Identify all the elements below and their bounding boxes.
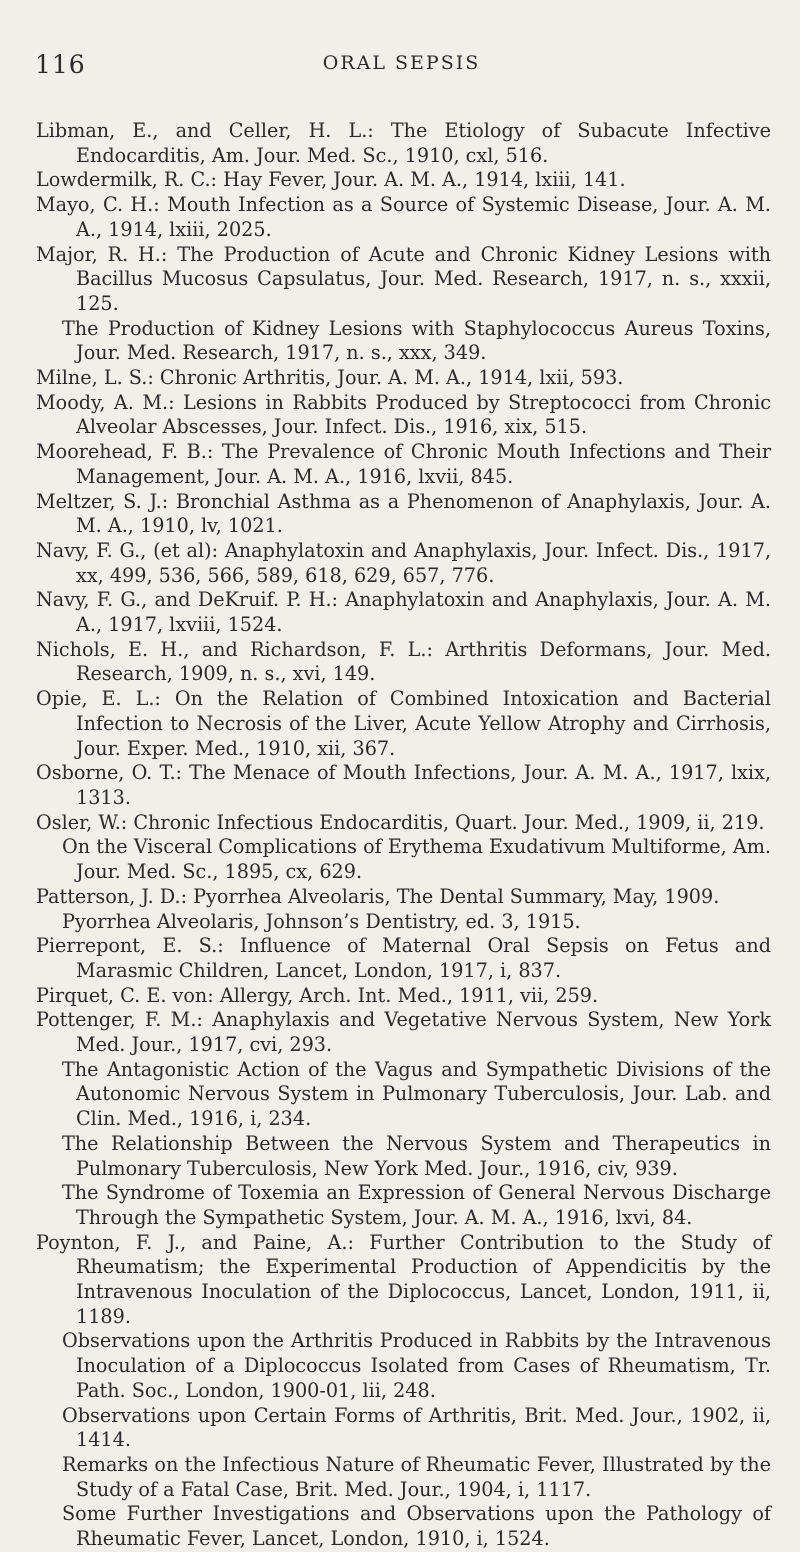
- reference-entry: Meltzer, S. J.: Bronchial Asthma as a Phenomenon of Anaphylaxis, Jour. A. M. A., 1910, lv, 1021.: [36, 489, 771, 538]
- reference-entry: Navy, F. G., and DeKruif. P. H.: Anaphylatoxin and Anaphylaxis, Jour. A. M. A., 1917, lxviii, 1524.: [36, 588, 771, 637]
- running-title: ORAL SEPSIS: [322, 52, 481, 74]
- reference-entry: Libman, E., and Celler, H. L.: The Etiology of Subacute Infective Endocarditis, Am. Jour. Med. Sc., 1910, cxl, 516.: [36, 119, 771, 167]
- reference-entry-continued: The Production of Kidney Lesions with Staphylococcus Aureus Toxins, Jour. Med. Research, 1917, n. s., xxx, 349.: [62, 316, 771, 365]
- reference-entry: Pierrepont, E. S.: Influence of Maternal Oral Sepsis on Fetus and Marasmic Children, Lancet, London, 1917, i, 837.: [36, 934, 771, 982]
- reference-list: [36, 119, 771, 1552]
- reference-entry: Poynton, F. J., and Paine, A.: Further Contribution to the Study of Rheumatism; the Experimental Production of Appendicitis by the Intravenous Inoculation of the Diplococcus, Lancet, London, 1911, ii, 1189.: [36, 1230, 771, 1328]
- reference-entry: Moody, A. M.: Lesions in Rabbits Produced by Streptococci from Chronic Alveolar Abscesses, Jour. Infect. Dis., 1916, xix, 515.: [36, 390, 771, 439]
- reference-entry: Major, R. H.: The Production of Acute and Chronic Kidney Lesions with Bacillus Mucosus Capsulatus, Jour. Med. Research, 1917, n. s., xxxii, 125.: [36, 242, 771, 315]
- reference-entry-continued: Observations upon Certain Forms of Arthritis, Brit. Med. Jour., 1902, ii, 1414.: [62, 1403, 771, 1452]
- reference-entry: Navy, F. G., (et al): Anaphylatoxin and Anaphylaxis, Jour. Infect. Dis., 1917, xx, 499, 536, 566, 589, 618, 629, 657, 776.: [36, 538, 771, 587]
- reference-entry: Milne, L. S.: Chronic Arthritis, Jour. A. M. A., 1914, lxii, 593.: [36, 366, 624, 390]
- reference-entry: Lowdermilk, R. C.: Hay Fever, Jour. A. M. A., 1914, lxiii, 141.: [36, 168, 626, 192]
- reference-entry-continued: On the Visceral Complications of Erythema Exudativum Multiforme, Am. Jour. Med. Sc., 1895, cx, 629.: [62, 835, 771, 884]
- reference-entry: Pottenger, F. M.: Anaphylaxis and Vegetative Nervous System, New York Med. Jour., 1917, cvi, 293.: [36, 1008, 771, 1057]
- reference-entry-continued: The Relationship Between the Nervous System and Therapeutics in Pulmonary Tuberculosis, New York Med. Jour., 1916, civ, 939.: [62, 1131, 771, 1180]
- reference-entry-continued: The Antagonistic Action of the Vagus and Sympathetic Divisions of the Autonomic Nervous System in Pulmonary Tuberculosis, Jour. Lab. and Clin. Med., 1916, i, 234.: [62, 1057, 771, 1131]
- reference-entry: Moorehead, F. B.: The Prevalence of Chronic Mouth Infections and Their Management, Jour. A. M. A., 1916, lxvii, 845.: [36, 440, 771, 488]
- reference-entry: Osler, W.: Chronic Infectious Endocarditis, Quart. Jour. Med., 1909, ii, 219.: [36, 810, 765, 834]
- reference-entry: Opie, E. L.: On the Relation of Combined Intoxication and Bacterial Infection to Necrosis of the Liver, Acute Yellow Atrophy and Cirrhosis, Jour. Exper. Med., 1910, xii, 367.: [36, 687, 771, 760]
- reference-entry-continued: Observations upon the Arthritis Produced in Rabbits by the Intravenous Inoculation of a Diplococcus Isolated from Cases of Rheumatism, Tr. Path. Soc., London, 1900-01, lii, 248.: [62, 1329, 771, 1402]
- reference-entry-continued: Pyorrhea Alveolaris, Johnson’s Dentistry, ed. 3, 1915.: [62, 909, 581, 933]
- reference-entry-continued: The Syndrome of Toxemia an Expression of General Nervous Discharge Through the Sympathetic System, Jour. A. M. A., 1916, lxvi, 84.: [62, 1181, 771, 1229]
- reference-entry: Mayo, C. H.: Mouth Infection as a Source of Systemic Disease, Jour. A. M. A., 1914, lxiii, 2025.: [36, 193, 771, 241]
- page-number: 116: [35, 50, 86, 79]
- reference-entry: Pirquet, C. E. von: Allergy, Arch. Int. Med., 1911, vii, 259.: [36, 983, 599, 1007]
- reference-entry-continued: Remarks on the Infectious Nature of Rheumatic Fever, Illustrated by the Study of a Fatal Case, Brit. Med. Jour., 1904, i, 1117.: [62, 1452, 771, 1501]
- reference-entry-continued: Some Further Investigations and Observations upon the Pathology of Rheumatic Fever, Lancet, London, 1910, i, 1524.: [62, 1502, 771, 1551]
- running-head: [35, 50, 768, 80]
- reference-entry: Nichols, E. H., and Richardson, F. L.: Arthritis Deformans, Jour. Med. Research, 1909, n. s., xvi, 149.: [36, 637, 771, 686]
- reference-entry: Osborne, O. T.: The Menace of Mouth Infections, Jour. A. M. A., 1917, lxix, 1313.: [36, 761, 771, 809]
- reference-entry: Patterson, J. D.: Pyorrhea Alveolaris, The Dental Summary, May, 1909.: [36, 884, 720, 908]
